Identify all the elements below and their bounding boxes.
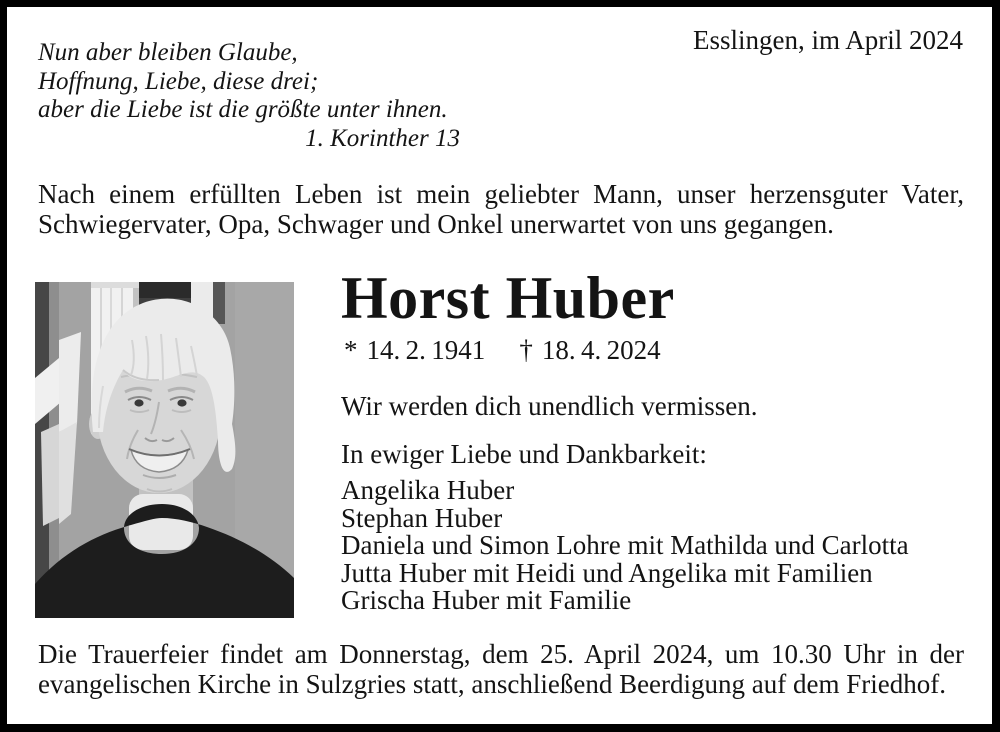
quote-line: Nun aber bleiben Glaube, [38,39,298,66]
deceased-name: Horst Huber [341,265,675,331]
funeral-info-paragraph: Die Trauerfeier findet am Donnerstag, dem 25. April 2024, um 10.30 Uhr in der evangelischen Kirche in Sulzgries statt, anschließend Beerdigung auf dem Friedhof. [38,639,964,699]
mourner-line: Grischa Huber mit Familie [341,585,632,615]
portrait-photo [35,282,294,618]
life-dates [344,336,661,365]
birth-date: 14. 2. 1941 [366,335,486,365]
birth-date-group [344,335,485,365]
portrait-photo-drawing [35,282,294,618]
death-date: 18. 4. 2024 [541,335,661,365]
mourner-line: Stephan Huber [341,502,503,533]
mourners-list [341,477,909,615]
place-dateline: Esslingen, im April 2024 [693,25,963,55]
quote-source: 1. Korinther 13 [305,124,460,152]
quote-line: aber die Liebe ist die größte unter ihnen. [38,96,448,123]
mourners-heading: In ewiger Liebe und Dankbarkeit: [341,439,707,469]
mourner-line: Daniela und Simon Lohre mit Mathilda und Carlotta [341,530,909,560]
death-date-group [519,335,660,365]
bible-quote [38,39,460,153]
quote-line: Hoffnung, Liebe, diese drei; [38,67,319,95]
born-symbol: * [344,335,358,365]
died-cross-symbol: † [519,335,533,365]
farewell-line: Wir werden dich unendlich vermissen. [341,391,758,421]
mourner-line: Jutta Huber mit Heidi und Angelika mit Familien [341,557,873,588]
intro-paragraph: Nach einem erfüllten Leben ist mein geliebter Mann, unser herzensguter Vater, Schwiegervater, Opa, Schwager und Onkel unerwartet von uns gegangen. [38,179,964,239]
mourner-line: Angelika Huber [341,475,515,505]
